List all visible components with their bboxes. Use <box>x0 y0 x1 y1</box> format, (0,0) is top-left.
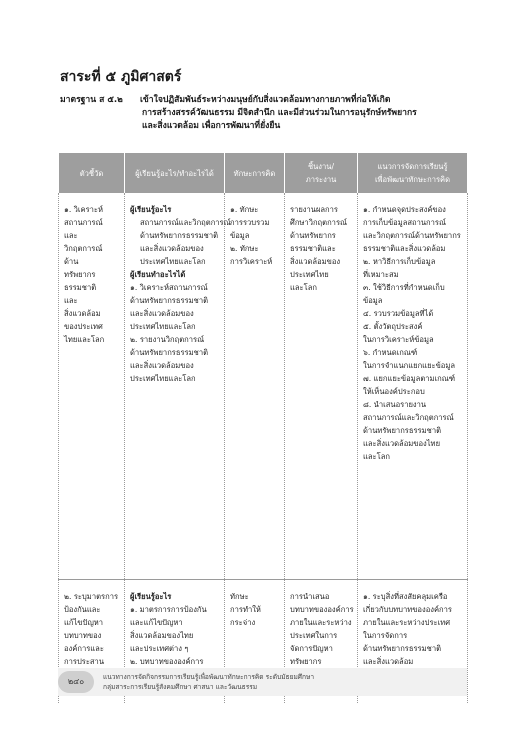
work-line: สิ่งแวดล้อมของ <box>290 257 341 266</box>
approach-line: ๑. กำหนดจุดประสงค์ของ <box>363 205 446 214</box>
work-line: ประเทศไทย <box>290 270 329 279</box>
work-line: และโลก <box>290 283 317 292</box>
skill-line: ข้อมูล <box>230 231 250 240</box>
work-line: ภายในและระหว่าง <box>290 618 352 627</box>
approach-line: ในการวิเคราะห์ข้อมูล <box>363 335 434 344</box>
cell-work <box>285 193 358 580</box>
approach-line: ๓. ใช้วิธีการที่กำหนดเก็บ <box>363 283 445 292</box>
header-approach-line: แนวการจัดการเรียนรู้ <box>377 162 448 171</box>
work-line: ศึกษาวิกฤตการณ์ <box>290 218 348 227</box>
approach-line: ด้านทรัพยากรธรรมชาติ <box>363 426 442 435</box>
learn-line: ๒. บทบาทขององค์การ <box>130 657 204 666</box>
indicator-line: สถานการณ์ <box>64 218 103 227</box>
indicator-line: ป้องกันและ <box>64 605 101 614</box>
approach-line: ในการจำแนกแยกแยะข้อมูล <box>363 361 456 370</box>
header-approach-line: เพื่อพัฒนาทักษะการคิด <box>374 175 451 184</box>
approach-line: ในการจัดการ <box>363 631 408 640</box>
approach-line: เกี่ยวกับบทบาทขององค์การ <box>363 605 452 614</box>
indicator-line: ทรัพยากร <box>64 270 96 279</box>
work-line: บทบาทขององค์การ <box>290 605 354 614</box>
approach-line: ภายในและระหว่างประเทศ <box>363 618 451 627</box>
approach-line: ด้านทรัพยากรธรรมชาติ <box>363 644 442 653</box>
standard-code: มาตรฐาน ส ๕.๒ <box>60 95 123 105</box>
skill-line: การวิเคราะห์ <box>230 257 273 266</box>
work-line: ประเทศในการ <box>290 631 338 640</box>
work-line: รายงานผลการ <box>290 205 338 214</box>
standard-block <box>60 94 470 133</box>
approach-line: ๒. หาวิธีการเก็บข้อมูล <box>363 257 436 266</box>
page-number: ๒๔๐ <box>58 671 94 693</box>
header-approach <box>358 153 468 193</box>
approach-line: ๑. ระบุสิ่งที่สงสัยคลุมเครือ <box>363 592 448 601</box>
skill-line: ๒. ทักษะ <box>230 244 259 253</box>
skill-line: ทักษะ <box>230 592 249 601</box>
header-work-line: ชิ้นงาน/ <box>307 162 335 171</box>
indicator-line: การประสาน <box>64 657 105 666</box>
do-line: และสิ่งแวดล้อมของ <box>130 361 194 370</box>
do-line: ประเทศไทยและโลก <box>130 374 196 383</box>
indicator-line: องค์การและ <box>64 644 104 653</box>
cell-skills <box>225 193 285 580</box>
standard-line-1 <box>60 94 470 107</box>
do-line: ๑. วิเคราะห์สถานการณ์ <box>130 283 208 292</box>
approach-line: สถานการณ์และวิกฤตการณ์ <box>363 413 454 422</box>
skill-line: การรวบรวม <box>230 218 270 227</box>
learn-line: สิ่งแวดล้อมของไทย <box>130 631 194 640</box>
indicator-line: บทบาทของ <box>64 631 102 640</box>
do-line: ๒. รายงานวิกฤตการณ์ <box>130 335 205 344</box>
learn-line: และแก้ไขปัญหา <box>130 618 183 627</box>
work-line: จัดการปัญหา <box>290 644 333 653</box>
header-learn: ผู้เรียนรู้อะไร/ทำอะไรได้ <box>125 153 225 193</box>
approach-line: และสิ่งแวดล้อม <box>363 657 414 666</box>
header-work <box>285 153 358 193</box>
cell-indicator <box>59 193 125 580</box>
approach-line: ให้เห็นองค์ประกอบ <box>363 387 425 396</box>
work-line: การนำเสนอ <box>290 592 330 601</box>
cell-learn <box>125 193 231 580</box>
approach-line: ๕. ตั้งวัตถุประสงค์ <box>363 322 423 331</box>
approach-line: ๔. รวบรวมข้อมูลที่ได้ <box>363 309 434 318</box>
approach-line: และสิ่งแวดล้อมของไทย <box>363 439 441 448</box>
indicator-line: ๑. วิเคราะห์ <box>64 205 104 214</box>
approach-line: ๗. แยกแยะข้อมูลตามเกณฑ์ <box>363 374 456 383</box>
learn-line: และประเทศต่าง ๆ <box>130 644 189 653</box>
approach-line: ข้อมูล <box>363 296 383 305</box>
skill-line: กระจ่าง <box>230 618 256 627</box>
header-indicator: ตัวชี้วัด <box>59 153 125 193</box>
work-line: ทรัพยากร <box>290 657 322 666</box>
header-work-line: ภาระงาน <box>305 175 337 184</box>
approach-line: และวิกฤตการณ์ด้านทรัพยากร <box>363 231 461 240</box>
cell-approach <box>358 193 468 580</box>
indicator-line: สิ่งแวดล้อม <box>64 309 101 318</box>
approach-line: ๖. กำหนดเกณฑ์ <box>363 348 418 357</box>
do-line: ด้านทรัพยากรธรรมชาติ <box>130 348 209 357</box>
footer-line-2: กลุ่มสาระการเรียนรู้สังคมศึกษา ศาสนา และวัฒนธรรม <box>103 683 258 691</box>
skill-line: การทำให้ <box>230 605 261 614</box>
standard-text-3: และสิ่งแวดล้อม เพื่อการพัฒนาที่ยั่งยืน <box>142 121 281 131</box>
learn-line: สถานการณ์และวิกฤตการณ์ <box>140 218 231 227</box>
indicator-line: ของประเทศ <box>64 322 103 331</box>
approach-line: และโลก <box>363 452 390 461</box>
do-line: ด้านทรัพยากรธรรมชาติ <box>130 296 209 305</box>
learn-heading: ผู้เรียนรู้อะไร <box>130 205 172 214</box>
indicator-line: และ <box>64 296 78 305</box>
indicator-line: วิกฤตการณ์ <box>64 244 103 253</box>
work-line: ธรรมชาติและ <box>290 244 336 253</box>
table-row <box>59 193 468 580</box>
do-line: ประเทศไทยและโลก <box>130 322 196 331</box>
indicator-line: และ <box>64 231 78 240</box>
indicator-line: ไทยและโลก <box>64 335 105 344</box>
header-skills: ทักษะการคิด <box>225 153 285 193</box>
approach-line: ๘. นำเสนอรายงาน <box>363 400 427 409</box>
work-line: ด้านทรัพยากร <box>290 231 336 240</box>
learn-line: ประเทศไทยและโลก <box>140 257 206 266</box>
indicator-line: ๒. ระบุมาตรการ <box>64 592 119 601</box>
skill-line: ๑. ทักษะ <box>230 205 259 214</box>
footer-text <box>103 672 314 692</box>
do-line: และสิ่งแวดล้อมของ <box>130 309 194 318</box>
subject-heading: สาระที่ ๕ ภูมิศาสตร์ <box>60 69 182 85</box>
indicator-line: แก้ไขปัญหา <box>64 618 104 627</box>
table-header-row <box>59 153 468 193</box>
approach-line: ธรรมชาติและสิ่งแวดล้อม <box>363 244 446 253</box>
indicator-line: ด้าน <box>64 257 79 266</box>
learn-heading: ผู้เรียนรู้อะไร <box>130 592 172 601</box>
learn-line: ๑. มาตรการการป้องกัน <box>130 605 207 614</box>
standard-text-1: เข้าใจปฏิสัมพันธ์ระหว่างมนุษย์กับสิ่งแวดล้อมทางกายภาพที่ก่อให้เกิด <box>140 95 391 105</box>
approach-line: ที่เหมาะสม <box>363 270 399 279</box>
approach-line: การเก็บข้อมูลสถานการณ์ <box>363 218 447 227</box>
footer-line-1: แนวทางการจัดกิจกรรมการเรียนรู้เพื่อพัฒนาทักษะการคิด ระดับมัธยมศึกษา <box>103 673 315 681</box>
do-heading: ผู้เรียนทำอะไรได้ <box>130 270 186 279</box>
learn-line: และสิ่งแวดล้อมของ <box>140 244 204 253</box>
learn-line: ด้านทรัพยากรธรรมชาติ <box>140 231 219 240</box>
indicator-line: ธรรมชาติ <box>64 283 97 292</box>
standard-text-2: การสร้างสรรค์วัฒนธรรม มีจิตสำนึก และมีส่วนร่วมในการอนุรักษ์ทรัพยากร <box>142 108 417 118</box>
curriculum-table <box>58 153 468 703</box>
